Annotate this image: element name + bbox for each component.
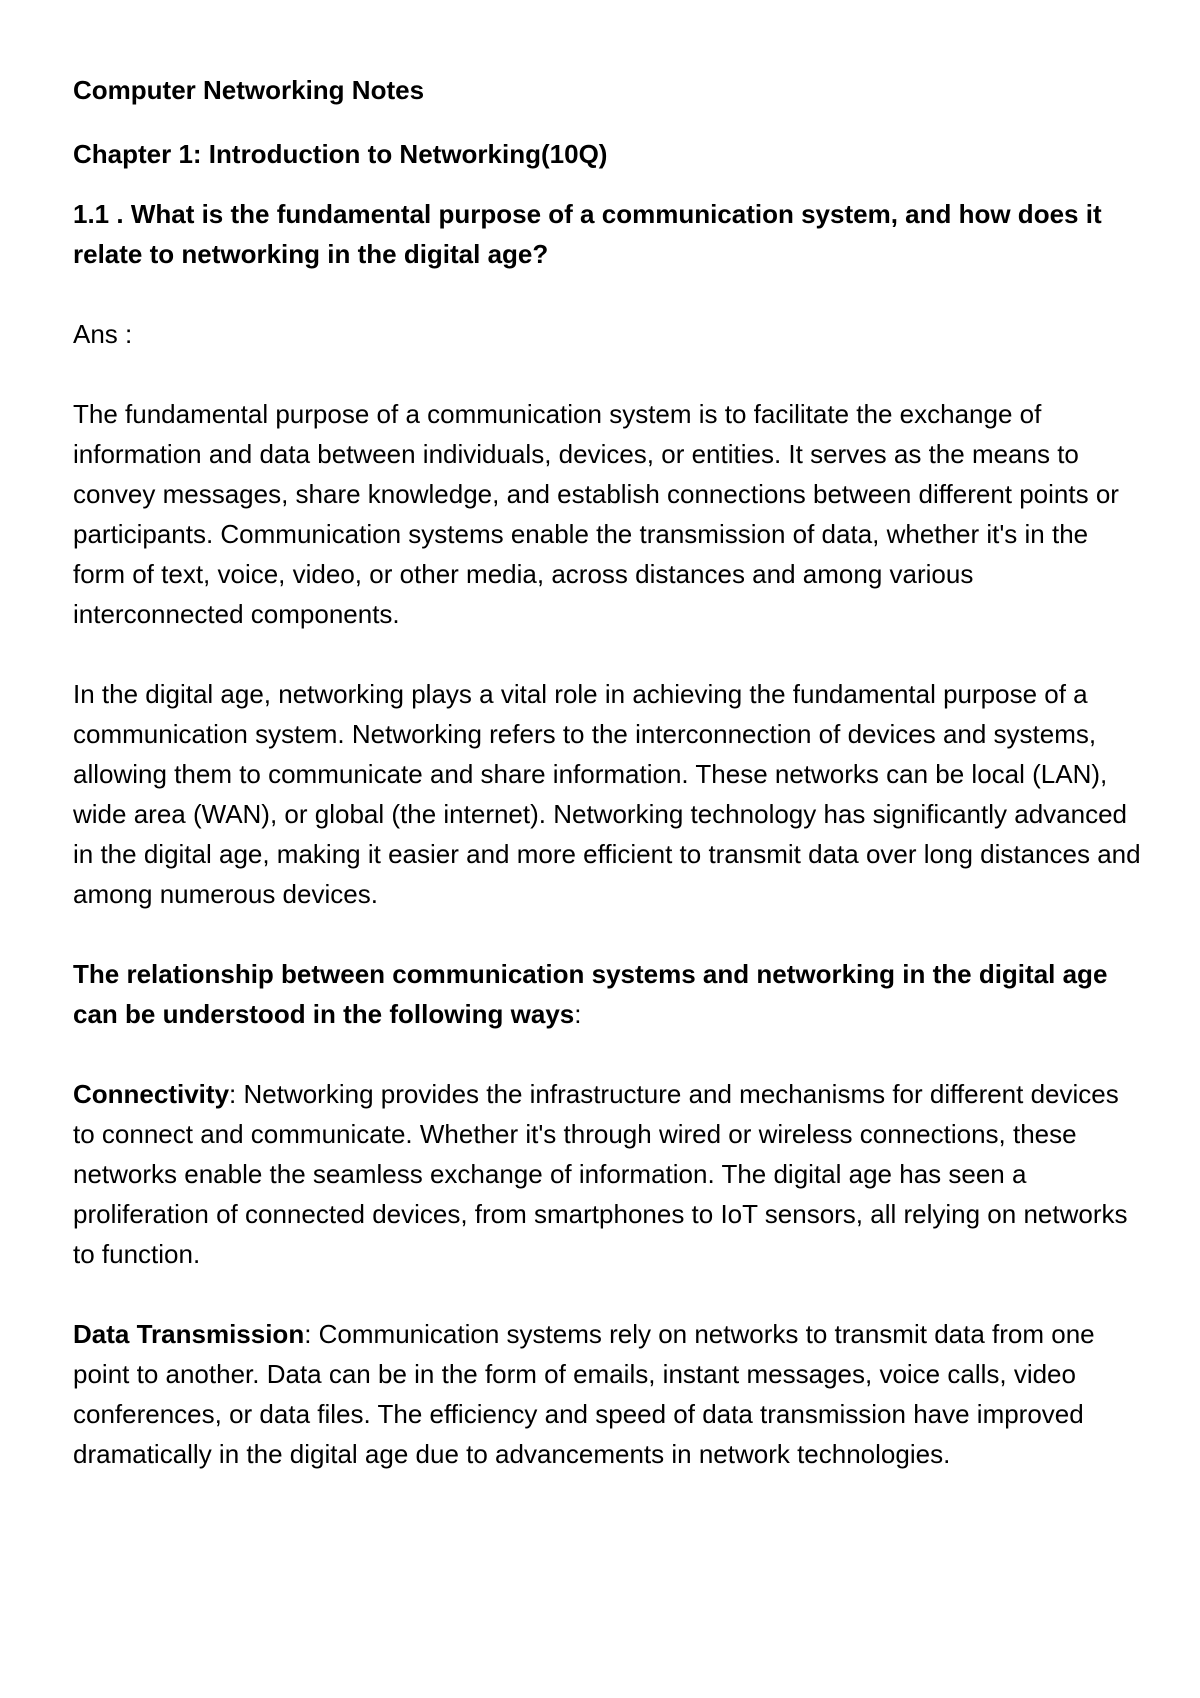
chapter-heading: Chapter 1: Introduction to Networking(10Q) <box>73 139 608 169</box>
answer-label: Ans : <box>73 319 133 349</box>
relationship-heading: The relationship between communication systems and networking in the digital age can be understood in the following ways <box>73 959 1108 1029</box>
point-connectivity <box>73 1074 1143 1274</box>
question-heading: 1.1 . What is the fundamental purpose of a communication system, and how does it relate to networking in the digital age? <box>73 199 1102 269</box>
point-term: Connectivity <box>73 1079 230 1109</box>
point-separator: : <box>304 1319 319 1349</box>
paragraph-digital-age: In the digital age, networking plays a vital role in achieving the fundamental purpose of a communication system. Networking refers to the interconnection of devices and systems, allowing them to communicate and share information. These networks can be local (LAN), wide area (WAN), or global (the internet). Networking technology has significantly advanced in the digital age, making it easier and more efficient to transmit data over long distances and among numerous devices. <box>73 679 1141 909</box>
point-separator: : <box>229 1079 244 1109</box>
relationship-intro <box>73 954 1143 1034</box>
relationship-suffix: : <box>574 999 582 1029</box>
document-content <box>73 70 1143 1514</box>
point-text: Networking provides the infrastructure and mechanisms for different devices to connect and communicate. Whether it's through wired or wireless connections, these networks enable the seamless exchange of information. The digital age has seen a proliferation of connected devices, from smartphones to IoT sensors, all relying on networks to function. <box>73 1079 1128 1269</box>
paragraph-purpose: The fundamental purpose of a communication system is to facilitate the exchange of information and data between individuals, devices, or entities. It serves as the means to convey messages, share knowledge, and establish connections between different points or participants. Communication systems enable the transmission of data, whether it's in the form of text, voice, video, or other media, across distances and among various interconnected components. <box>73 399 1119 629</box>
point-term: Data Transmission <box>73 1319 305 1349</box>
point-data-transmission <box>73 1314 1143 1474</box>
document-title: Computer Networking Notes <box>73 75 425 105</box>
point-text: Communication systems rely on networks to transmit data from one point to another. Data can be in the form of emails, instant messages, voice calls, video conferences, or data files. The efficiency and speed of data transmission have improved dramatically in the digital age due to advancements in network technologies. <box>73 1319 1095 1469</box>
